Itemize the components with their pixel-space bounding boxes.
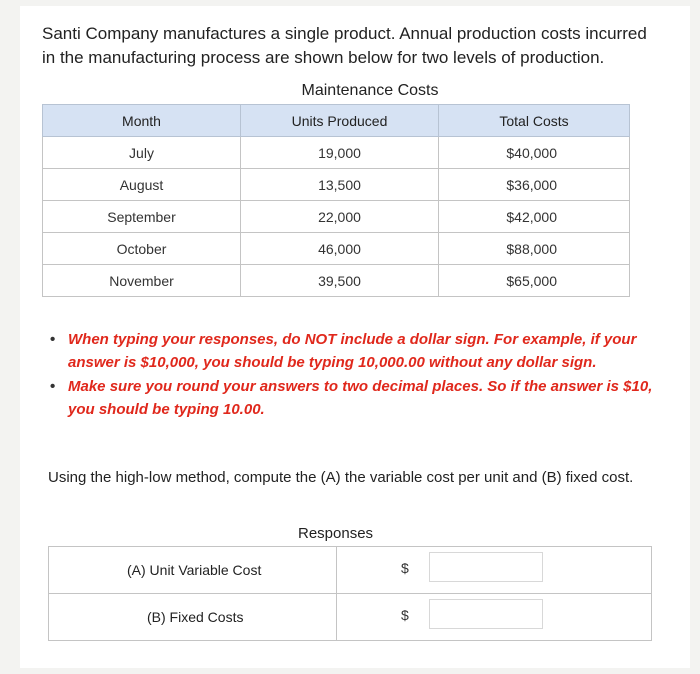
cell-total: $40,000 xyxy=(439,137,630,169)
fixed-costs-input[interactable] xyxy=(429,599,543,629)
table-row xyxy=(43,201,630,233)
cell-units: 39,500 xyxy=(241,265,439,297)
cell-month: September xyxy=(43,201,241,233)
response-label: (B) Fixed Costs xyxy=(147,609,244,625)
instruction-item xyxy=(50,375,660,421)
intro-paragraph: Santi Company manufactures a single product. Annual production costs incurred in the manufacturing process are shown below for two levels of production. xyxy=(42,24,647,67)
dollar-prefix: $ xyxy=(401,560,409,576)
instruction-text: Make sure you round your answers to two decimal places. So if the answer is $10, you should be typing 10.00. xyxy=(68,378,653,418)
table-row xyxy=(43,265,630,297)
cell-total: $65,000 xyxy=(439,265,630,297)
instruction-text: When typing your responses, do NOT include a dollar sign. For example, if your answer is $10,000, you should be typing 10,000.00 without any dollar sign. xyxy=(68,331,637,371)
table-row xyxy=(43,233,630,265)
response-label: (A) Unit Variable Cost xyxy=(127,562,262,578)
instructions-list xyxy=(50,328,660,422)
table-header-row xyxy=(43,105,630,137)
bullet-icon: • xyxy=(50,378,56,395)
response-input-cell xyxy=(337,547,652,594)
cell-units: 19,000 xyxy=(241,137,439,169)
cell-units: 13,500 xyxy=(241,169,439,201)
responses-title: Responses xyxy=(298,525,374,542)
table-title: Maintenance Costs xyxy=(301,82,439,99)
instruction-item xyxy=(50,328,660,374)
cell-total: $36,000 xyxy=(439,169,630,201)
unit-variable-cost-input[interactable] xyxy=(429,552,543,582)
question-text: Using the high-low method, compute the (A) the variable cost per unit and (B) fixed cost. xyxy=(48,469,634,486)
response-label-cell xyxy=(49,594,337,641)
cell-total: $42,000 xyxy=(439,201,630,233)
responses-table xyxy=(48,546,652,641)
response-label-cell xyxy=(49,547,337,594)
dollar-prefix: $ xyxy=(401,607,409,623)
cell-month: July xyxy=(43,137,241,169)
cell-total: $88,000 xyxy=(439,233,630,265)
table-row xyxy=(43,169,630,201)
cell-month: August xyxy=(43,169,241,201)
header-units-produced: Units Produced xyxy=(241,105,439,137)
header-total-costs: Total Costs xyxy=(439,105,630,137)
response-input-cell xyxy=(337,594,652,641)
bullet-icon: • xyxy=(50,331,56,348)
response-row-fixed-costs xyxy=(49,594,652,641)
cell-units: 46,000 xyxy=(241,233,439,265)
table-row xyxy=(43,137,630,169)
response-row-unit-variable-cost xyxy=(49,547,652,594)
cell-month: October xyxy=(43,233,241,265)
cell-units: 22,000 xyxy=(241,201,439,233)
maintenance-costs-table xyxy=(42,104,630,297)
cell-month: November xyxy=(43,265,241,297)
header-month: Month xyxy=(43,105,241,137)
